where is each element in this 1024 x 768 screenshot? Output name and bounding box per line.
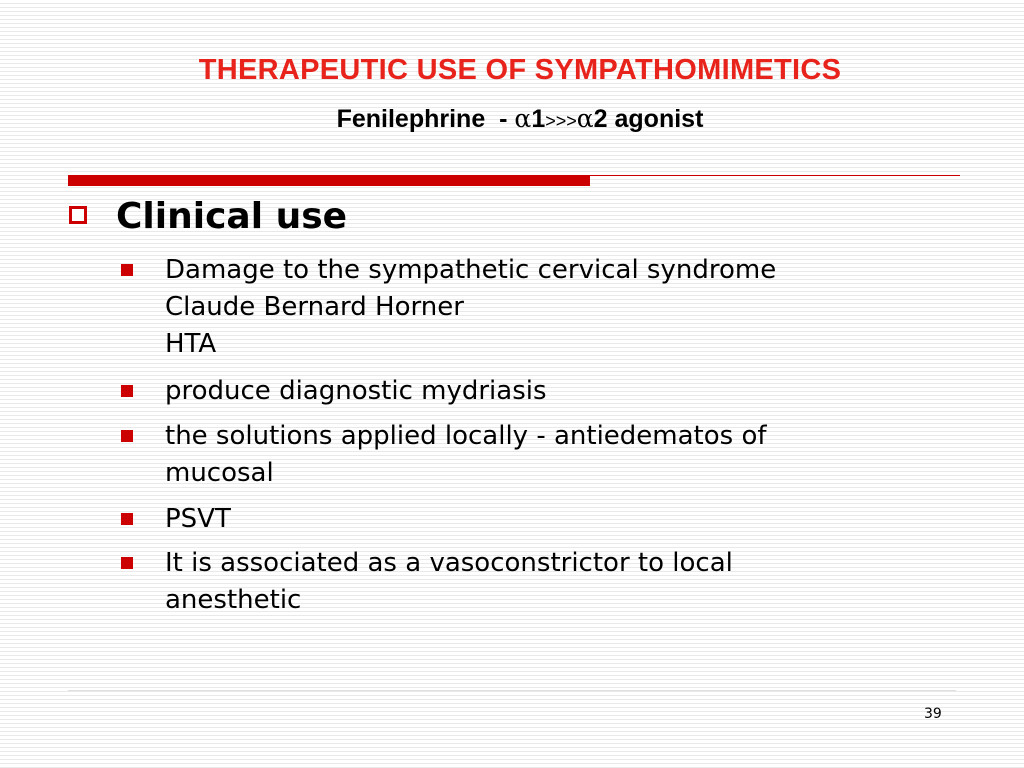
filled-square-bullet-icon (121, 264, 133, 276)
alpha1-number: 1 (531, 105, 546, 133)
filled-square-bullet-icon (121, 557, 133, 569)
alpha2-text: 2 agonist (593, 105, 704, 133)
title-divider-thin (590, 175, 960, 176)
filled-square-bullet-icon (121, 513, 133, 525)
hollow-square-bullet-icon (69, 206, 87, 224)
much-greater-symbol: >>> (545, 111, 577, 131)
slide-subtitle (0, 104, 1024, 134)
bullet-line: mucosal (165, 458, 274, 488)
bullet-line: It is associated as a vasoconstrictor to local (165, 548, 733, 578)
filled-square-bullet-icon (121, 385, 133, 397)
bullet-line: PSVT (165, 504, 231, 534)
alpha1-symbol: α (514, 104, 532, 133)
bullet-line: Damage to the sympathetic cervical syndrome (165, 255, 777, 285)
section-heading: Clinical use (116, 196, 348, 237)
subtitle-dash: - (499, 105, 508, 133)
bullet-line: produce diagnostic mydriasis (165, 376, 547, 406)
bullet-line: the solutions applied locally - antiedematos of (165, 421, 767, 451)
bullet-line: Claude Bernard Horner (165, 292, 464, 322)
filled-square-bullet-icon (121, 430, 133, 442)
footer-divider (68, 690, 956, 691)
subtitle-drug: Fenilephrine (336, 105, 486, 133)
title-divider-thick (68, 175, 590, 186)
bullet-line: anesthetic (165, 585, 302, 615)
alpha2-symbol: α (576, 104, 594, 133)
bullet-line: HTA (165, 329, 217, 359)
page-number: 39 (924, 706, 942, 722)
slide-title: THERAPEUTIC USE OF SYMPATHOMIMETICS (198, 54, 842, 86)
